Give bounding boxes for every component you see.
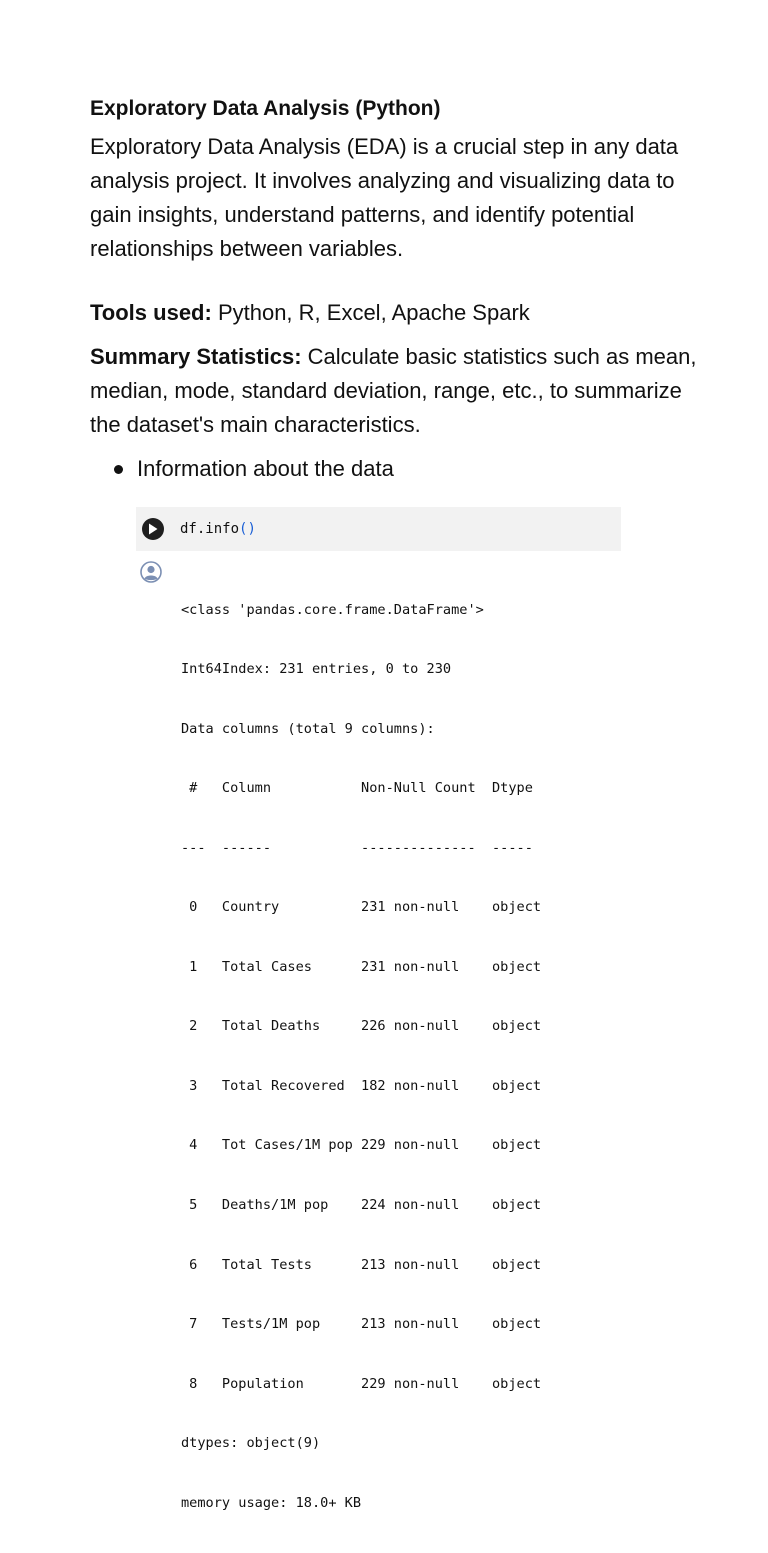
document-body — [90, 92, 710, 486]
summary-label: Summary Statistics: — [90, 344, 302, 369]
user-avatar-icon[interactable] — [140, 561, 162, 583]
output-line: 7 Tests/1M pop 213 non-null object — [181, 1316, 542, 1333]
output-line: Data columns (total 9 columns): — [181, 720, 435, 737]
output-line: 6 Total Tests 213 non-null object — [181, 1256, 542, 1273]
bullet-text: Information about the data — [137, 456, 394, 481]
bullet-dot — [114, 465, 123, 474]
output-line: --- ------ -------------- ----- — [181, 839, 542, 856]
code-cell[interactable] — [136, 507, 621, 551]
output-line: 3 Total Recovered 182 non-null object — [181, 1077, 542, 1094]
output-line: 4 Tot Cases/1M pop 229 non-null object — [181, 1137, 542, 1154]
tools-label: Tools used: — [90, 300, 212, 325]
summary-paragraph — [90, 340, 710, 442]
output-line: <class 'pandas.core.frame.DataFrame'> — [181, 601, 484, 618]
output-line: # Column Non-Null Count Dtype — [181, 780, 542, 797]
output-line: 8 Population 229 non-null object — [181, 1375, 542, 1392]
output-line: 2 Total Deaths 226 non-null object — [181, 1018, 542, 1035]
output-line: memory usage: 18.0+ KB — [181, 1494, 362, 1511]
code-call: df.info — [180, 521, 240, 537]
output-line: 5 Deaths/1M pop 224 non-null object — [181, 1197, 542, 1213]
code-parens: () — [239, 521, 256, 537]
page-title: Exploratory Data Analysis (Python) — [90, 97, 441, 120]
play-triangle — [148, 523, 158, 535]
code-line[interactable] — [180, 521, 256, 537]
output-text — [181, 561, 541, 1553]
tools-paragraph — [90, 296, 710, 330]
output-line: 0 Country 231 non-null object — [181, 899, 542, 916]
bullet-item — [90, 452, 710, 486]
play-icon[interactable] — [142, 518, 164, 540]
output-line: Int64Index: 231 entries, 0 to 230 — [181, 661, 452, 678]
summary-value: Calculate basic statistics such as mean, median, mode, standard deviation, range, etc., to summarize the dataset's main characteristics. — [90, 344, 697, 437]
output-line: dtypes: object(9) — [181, 1435, 321, 1452]
tools-value: Python, R, Excel, Apache Spark — [211, 300, 530, 325]
output-line: 1 Total Cases 231 non-null object — [181, 958, 542, 975]
intro-paragraph: Exploratory Data Analysis (EDA) is a crucial step in any data analysis project. It involves analyzing and visualizing data to gain insights, understand patterns, and identify potential relationships between variables. — [90, 134, 679, 261]
